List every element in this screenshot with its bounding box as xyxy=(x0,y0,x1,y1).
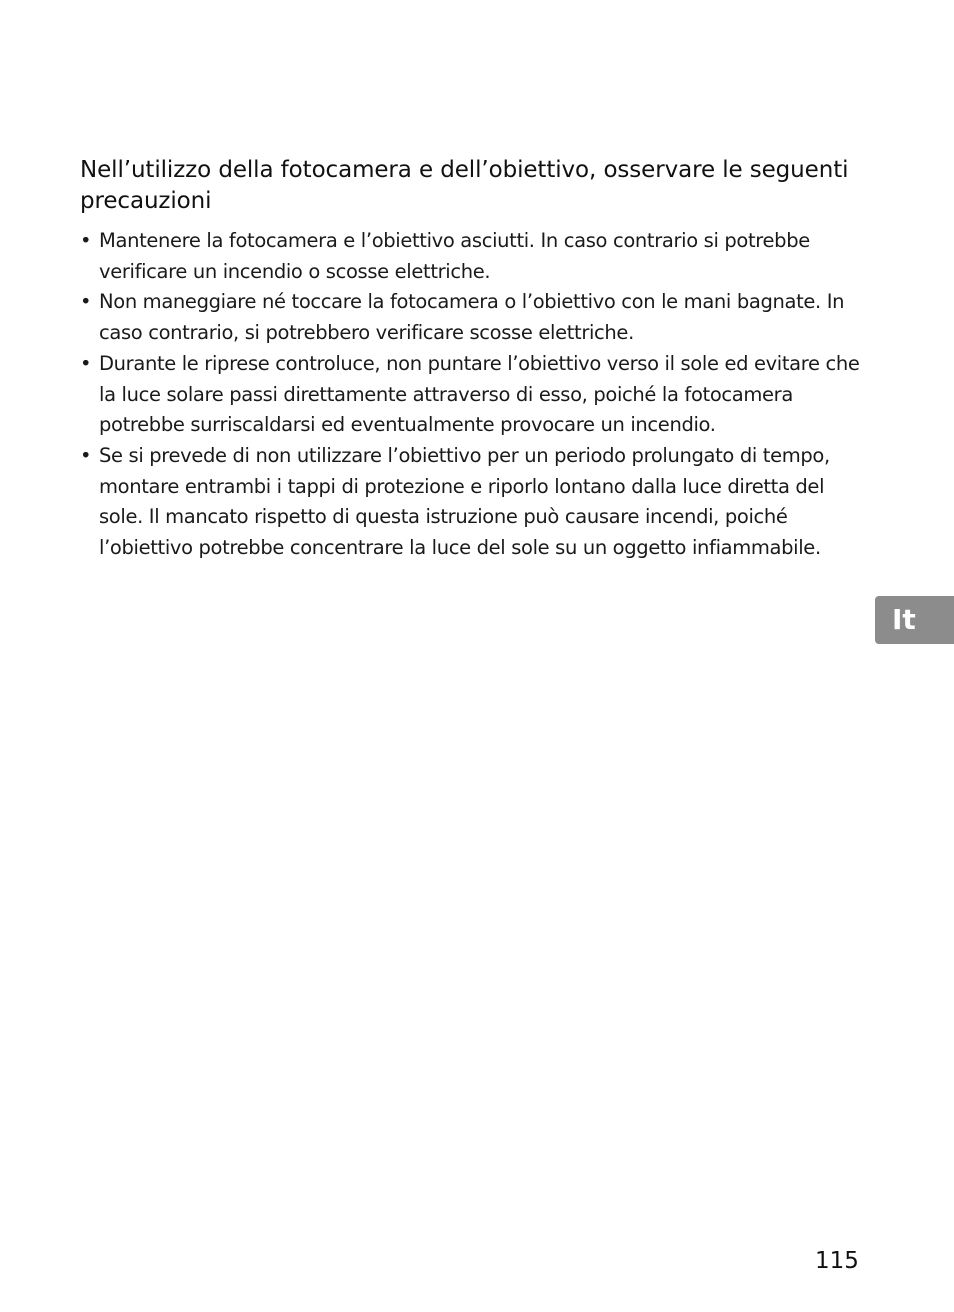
language-tab-label: It xyxy=(892,603,916,636)
bullet-icon: • xyxy=(80,290,92,314)
list-item xyxy=(80,349,870,441)
page-number: 115 xyxy=(815,1248,859,1274)
precautions-list xyxy=(80,226,870,564)
bullet-icon: • xyxy=(80,229,92,252)
list-item-text: Non maneggiare né toccare la fotocamera o l’obiettivo con le mani bagnate. In caso contrario, si potrebbero verificare scosse elettriche. xyxy=(99,290,845,345)
list-item-text: Se si prevede di non utilizzare l’obiettivo per un periodo prolungato di tempo, montare entrambi i tappi di protezione e riporlo lontano dalla luce diretta del sole. Il mancato rispetto di questa istruzione può causare incendi, poiché l’obiettivo potrebbe concentrare la luce del sole su un oggetto infiammabile. xyxy=(99,443,830,560)
list-item xyxy=(80,287,870,348)
language-tab xyxy=(875,596,954,644)
list-item xyxy=(80,441,870,564)
bullet-icon: • xyxy=(80,351,92,375)
precautions-section xyxy=(80,155,870,564)
list-item-text: Mantenere la fotocamera e l’obiettivo asciutti. In caso contrario si potrebbe verificare un incendio o scosse elettriche. xyxy=(99,229,810,283)
list-item-text: Durante le riprese controluce, non puntare l’obiettivo verso il sole ed evitare che la luce solare passi direttamente attraverso di esso, poiché la fotocamera potrebbe surriscaldarsi ed eventualmente provocare un incendio. xyxy=(99,351,860,437)
bullet-icon: • xyxy=(80,443,92,467)
list-item xyxy=(80,226,870,287)
section-heading: Nell’utilizzo della fotocamera e dell’obiettivo, osservare le seguenti precauzioni xyxy=(80,157,849,214)
